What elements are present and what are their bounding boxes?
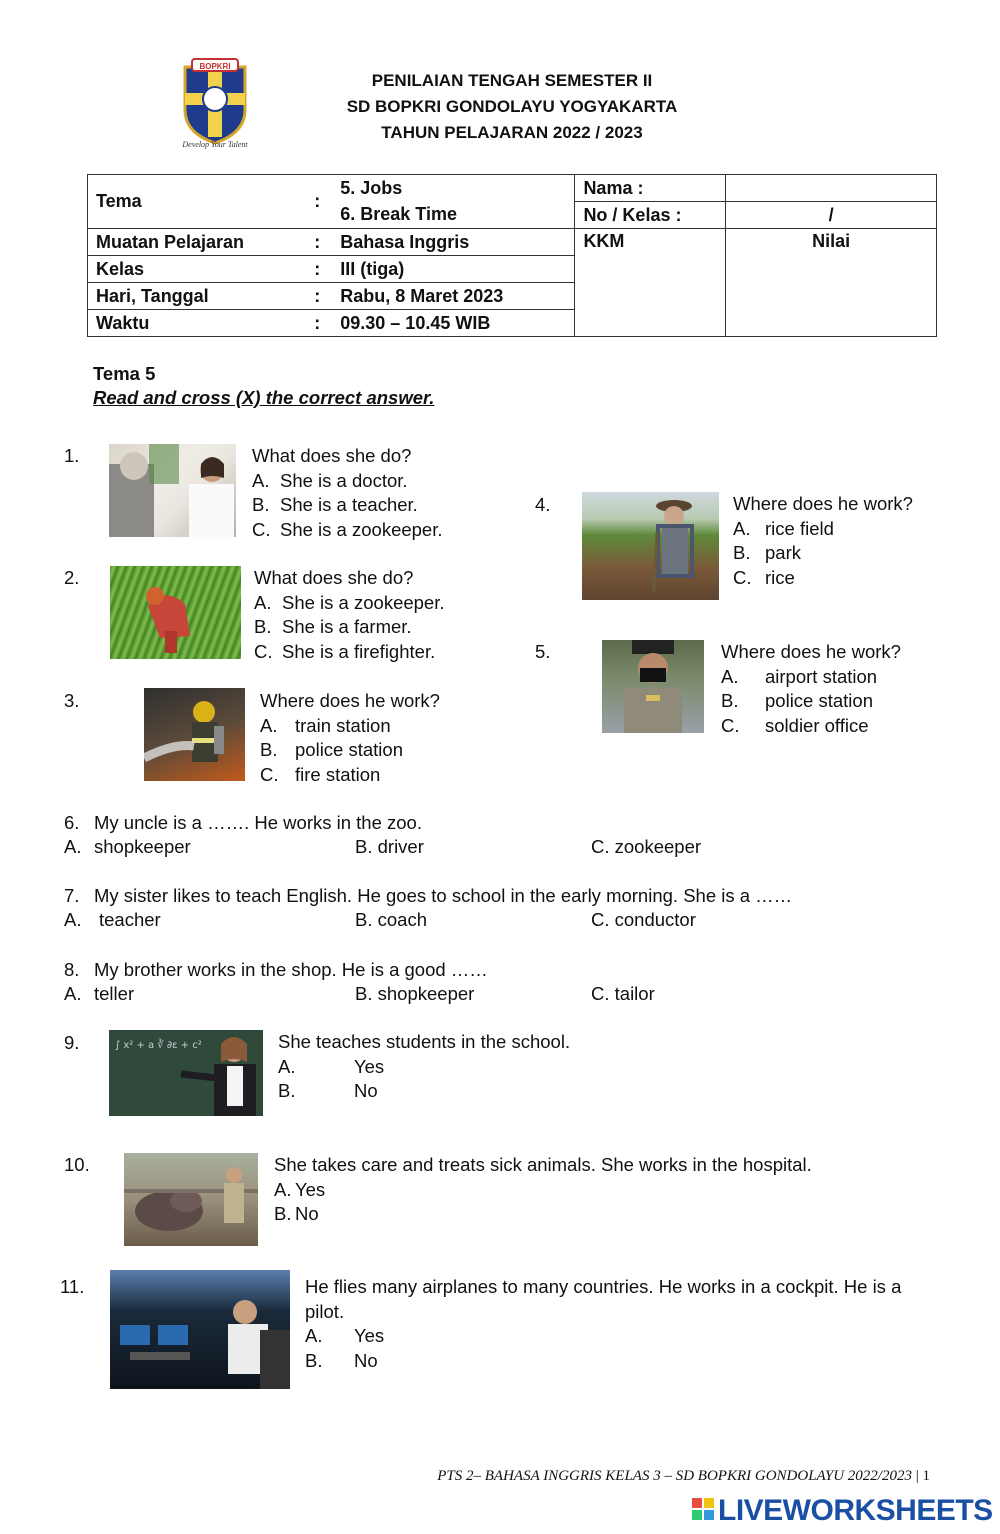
q2-option-c[interactable]: [254, 640, 445, 665]
q3-question: [260, 689, 440, 787]
q10-b-text: No: [295, 1203, 319, 1224]
q1-c-letter: C.: [252, 518, 271, 540]
q3-c-letter: C.: [260, 763, 279, 785]
q10-question: [274, 1153, 812, 1227]
tema-colon: :: [302, 175, 332, 229]
hari-label: Hari, Tanggal: [88, 283, 303, 310]
nama-field[interactable]: [726, 175, 937, 202]
section-title: Tema 5: [93, 363, 156, 384]
q7-number: 7.: [64, 885, 80, 906]
tema-label: Tema: [88, 175, 303, 229]
q10-option-a[interactable]: [274, 1178, 812, 1203]
q3-b-text: police station: [295, 739, 403, 760]
nokelas-label: No / Kelas :: [575, 202, 726, 229]
q10-text: She takes care and treats sick animals. She works in the hospital.: [274, 1154, 812, 1175]
q4-b-text: park: [765, 542, 801, 563]
q4-option-b[interactable]: [733, 541, 913, 566]
header-line-3: TAHUN PELAJARAN 2022 / 2023: [381, 123, 643, 142]
q1-question: [252, 444, 443, 542]
q3-option-b[interactable]: [260, 738, 440, 763]
q1-b-letter: B.: [252, 494, 270, 515]
tema-value-2: 6. Break Time: [332, 202, 575, 229]
teacher-photo: [109, 1030, 263, 1116]
q10-a-letter: A.: [274, 1178, 292, 1200]
muatan-value: Bahasa Inggris: [332, 229, 575, 256]
q2-number: 2.: [64, 567, 80, 588]
q8-number: 8.: [64, 959, 80, 980]
q4-b-letter: B.: [733, 542, 751, 563]
q1-number: 1.: [64, 445, 80, 466]
q3-text: Where does he work?: [260, 690, 440, 711]
q11-a-text: Yes: [354, 1325, 385, 1346]
q10-a-text: Yes: [295, 1178, 326, 1200]
q11-question: [305, 1275, 901, 1373]
q8-a-text: teller: [94, 983, 135, 1004]
q4-c-letter: C.: [733, 566, 752, 588]
q9-option-a[interactable]: [278, 1055, 570, 1080]
q4-option-c[interactable]: [733, 566, 913, 591]
q1-a-text: She is a doctor.: [280, 469, 408, 491]
identity-table: [87, 174, 937, 337]
q9-number: 9.: [64, 1032, 80, 1053]
pilot-photo: [110, 1270, 290, 1389]
q5-option-a[interactable]: [721, 665, 901, 690]
q7-a-letter: A.: [64, 909, 82, 930]
q7-a-text: teacher: [99, 909, 161, 930]
kelas-colon: :: [302, 256, 332, 283]
q10-option-b[interactable]: [274, 1202, 812, 1227]
q3-a-text: train station: [295, 714, 391, 736]
q6-text: My uncle is a ……. He works in the zoo.: [94, 812, 422, 833]
q5-number: 5.: [535, 641, 551, 662]
q11-option-b[interactable]: [305, 1349, 901, 1374]
tema-value-1: 5. Jobs: [332, 175, 575, 202]
q2-b-letter: B.: [254, 616, 272, 637]
q9-option-b[interactable]: [278, 1079, 570, 1104]
q1-option-b[interactable]: [252, 493, 443, 518]
liveworksheets-brand[interactable]: LIVEWORKSHEETS: [718, 1494, 993, 1527]
q2-text: What does she do?: [254, 567, 414, 588]
q2-a-letter: A.: [254, 591, 272, 613]
q2-option-b[interactable]: [254, 615, 445, 640]
q6-option-b[interactable]: B. driver: [355, 836, 424, 857]
q8-text: My brother works in the shop. He is a good ……: [94, 959, 488, 980]
q9-b-letter: B.: [278, 1080, 296, 1101]
q11-b-text: No: [354, 1349, 378, 1371]
q5-question: [721, 640, 901, 738]
header-line-2: SD BOPKRI GONDOLAYU YOGYAKARTA: [346, 97, 678, 116]
q11-text-line2: pilot.: [305, 1300, 345, 1322]
svg-text:∫ x² + a ∛ ∂ε + c²: ∫ x² + a ∛ ∂ε + c²: [115, 1040, 202, 1051]
logo-top-text: BOPKRI: [199, 62, 231, 71]
farmer-photo: [110, 566, 241, 659]
q11-text-line1: He flies many airplanes to many countries. He works in a cockpit. He is a: [305, 1276, 902, 1297]
q3-number: 3.: [64, 690, 80, 711]
q11-number: 11.: [60, 1276, 85, 1297]
q5-c-letter: C.: [721, 714, 740, 736]
q3-option-c[interactable]: [260, 763, 440, 788]
q7-option-a[interactable]: [64, 908, 161, 933]
q10-b-letter: B.: [274, 1203, 292, 1224]
waktu-value: 09.30 – 10.45 WIB: [332, 310, 575, 337]
q11-a-letter: A.: [305, 1325, 323, 1346]
q8-option-a[interactable]: [64, 982, 134, 1007]
q6-number: 6.: [64, 812, 80, 833]
q11-b-letter: B.: [305, 1349, 323, 1371]
q4-option-a[interactable]: [733, 517, 913, 542]
q4-question: [733, 492, 913, 590]
q7-option-c[interactable]: C. conductor: [591, 909, 696, 930]
q6-option-c[interactable]: C. zookeeper: [591, 836, 702, 857]
muatan-colon: :: [302, 229, 332, 256]
q6-a-text: shopkeeper: [94, 836, 191, 857]
firefighter-photo: [144, 688, 245, 781]
q4-a-letter: A.: [733, 517, 751, 539]
header-line-1: PENILAIAN TENGAH SEMESTER II: [371, 71, 653, 90]
q1-text: What does she do?: [252, 445, 412, 466]
kkm-label: KKM: [575, 229, 726, 337]
q5-option-c[interactable]: [721, 714, 901, 739]
q1-c-text: She is a zookeeper.: [280, 518, 443, 540]
q9-question: [278, 1030, 570, 1104]
q2-option-a[interactable]: [254, 591, 445, 616]
liveworksheets-logo-icon: [692, 1498, 716, 1527]
q3-a-letter: A.: [260, 714, 278, 736]
section-instruction: Read and cross (X) the correct answer.: [93, 387, 435, 408]
q9-text: She teaches students in the school.: [278, 1031, 571, 1052]
vet-photo: [124, 1153, 258, 1246]
q5-a-letter: A.: [721, 665, 739, 687]
q2-b-text: She is a farmer.: [282, 616, 412, 637]
footer-text: PTS 2– BAHASA INGGRIS KELAS 3 – SD BOPKRI GONDOLAYU 2022/2023: [437, 1468, 912, 1484]
q1-option-a[interactable]: [252, 469, 443, 494]
q2-c-text: She is a firefighter.: [282, 640, 436, 662]
nama-label: Nama :: [575, 175, 726, 202]
police-photo: [602, 640, 704, 733]
q2-question: [254, 566, 445, 664]
q5-b-text: police station: [765, 690, 873, 711]
q4-text: Where does he work?: [733, 493, 913, 514]
q7-text: My sister likes to teach English. He goes to school in the early morning. She is a ……: [94, 885, 793, 906]
q5-b-letter: B.: [721, 690, 739, 711]
q8-a-letter: A.: [64, 983, 82, 1004]
kelas-label: Kelas: [88, 256, 303, 283]
waktu-label: Waktu: [88, 310, 303, 337]
page-footer: [437, 1468, 930, 1485]
q5-option-b[interactable]: [721, 689, 901, 714]
q4-number: 4.: [535, 494, 551, 515]
q10-number: 10.: [64, 1154, 90, 1175]
q1-option-c[interactable]: [252, 518, 443, 543]
q1-a-letter: A.: [252, 469, 270, 491]
q11-option-a[interactable]: [305, 1324, 901, 1349]
waktu-colon: :: [302, 310, 332, 337]
logo-motto: Develop Your Talent: [182, 140, 248, 149]
nokelas-field[interactable]: /: [726, 202, 937, 229]
q3-c-text: fire station: [295, 763, 381, 785]
doctor-photo: [109, 444, 236, 537]
q9-a-text: Yes: [354, 1055, 385, 1077]
muatan-label: Muatan Pelajaran: [88, 229, 303, 256]
q1-b-text: She is a teacher.: [280, 494, 418, 515]
kelas-value: III (tiga): [332, 256, 575, 283]
nilai-label: Nilai: [726, 229, 937, 337]
q5-c-text: soldier office: [765, 714, 869, 736]
hari-value: Rabu, 8 Maret 2023: [332, 283, 575, 310]
hari-colon: :: [302, 283, 332, 310]
q5-a-text: airport station: [765, 665, 878, 687]
footer-page: | 1: [915, 1468, 930, 1484]
q2-c-letter: C.: [254, 640, 273, 662]
q4-c-text: rice: [765, 566, 795, 588]
q9-a-letter: A.: [278, 1055, 296, 1077]
farmer-man-photo: [582, 492, 719, 600]
q4-a-text: rice field: [765, 517, 834, 539]
q8-option-b[interactable]: B. shopkeeper: [355, 983, 475, 1004]
q3-option-a[interactable]: [260, 714, 440, 739]
q2-a-text: She is a zookeeper.: [282, 591, 445, 613]
q5-text: Where does he work?: [721, 641, 901, 662]
q6-a-letter: A.: [64, 836, 82, 857]
q6-option-a[interactable]: [64, 835, 191, 860]
q7-option-b[interactable]: B. coach: [355, 909, 427, 930]
q9-b-text: No: [354, 1080, 378, 1101]
q3-b-letter: B.: [260, 739, 278, 760]
q8-option-c[interactable]: C. tailor: [591, 983, 655, 1004]
